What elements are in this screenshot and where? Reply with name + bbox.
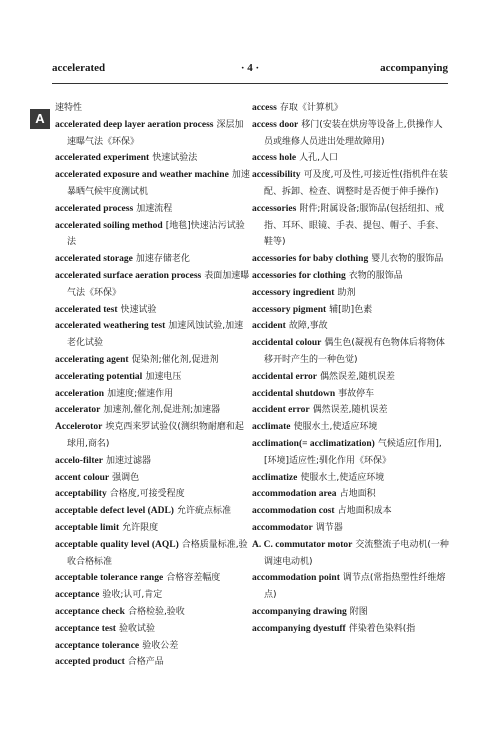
entry-definition: [地毯]快速沾污试验法 xyxy=(67,220,245,248)
entry-definition: 加速存储老化 xyxy=(135,254,190,265)
entry-term: accepted product xyxy=(55,657,125,668)
left-column xyxy=(55,100,252,671)
entry-term: accelerated deep layer aeration process xyxy=(55,119,214,130)
entry-definition: 附图 xyxy=(349,606,368,617)
entry-term: accidental error xyxy=(252,371,317,382)
dictionary-entry xyxy=(252,486,449,503)
entry-definition: 使服水土,使适应环境 xyxy=(293,422,378,433)
dictionary-entry xyxy=(55,218,252,252)
entry-term: accelerated experiment xyxy=(55,153,150,164)
dictionary-entry xyxy=(55,503,252,520)
entry-definition: 偶然误差,随机误差 xyxy=(320,371,395,382)
header-guide-word-left: accelerated xyxy=(52,62,106,74)
entry-definition: 加速过滤器 xyxy=(106,455,152,466)
dictionary-entry xyxy=(252,117,449,151)
entry-term: access door xyxy=(252,119,299,130)
entry-term: accidental colour xyxy=(252,338,322,349)
dictionary-entry xyxy=(55,251,252,268)
entry-definition: 占地面积成本 xyxy=(337,506,392,517)
entry-definition: 合格度,可接受程度 xyxy=(109,489,185,500)
entry-term: accelerator xyxy=(55,405,101,416)
dictionary-entry xyxy=(55,604,252,621)
entry-definition: 深层加速曝气法《环保》 xyxy=(67,119,244,147)
entry-definition: 埃克西来罗试验仪(测织物耐磨和起球用,商名) xyxy=(67,422,244,449)
entry-term: accelerated exposure and weather machine xyxy=(55,170,229,181)
entry-definition: 气候适应[作用],[环境]适应性;驯化作用《环保》 xyxy=(264,438,442,466)
entry-definition: 促染剂;催化剂,促进剂 xyxy=(131,354,219,365)
entry-definition: 占地面积 xyxy=(339,489,376,500)
dictionary-entry xyxy=(252,100,449,117)
entry-definition: 合格产品 xyxy=(127,657,164,668)
entry-definition: 验收公差 xyxy=(142,640,179,651)
dictionary-entry xyxy=(55,369,252,386)
entry-definition: 衣物的服饰品 xyxy=(348,270,403,281)
dictionary-entry xyxy=(252,201,449,251)
entry-term: A. C. commutator motor xyxy=(252,539,353,550)
entry-definition: 婴儿衣物的服饰品 xyxy=(371,254,444,265)
dictionary-entry xyxy=(252,520,449,537)
entry-term: acceptance test xyxy=(55,623,116,634)
dictionary-entry xyxy=(55,520,252,537)
dictionary-entry xyxy=(55,302,252,319)
entry-definition: 加速风蚀试验,加速老化试验 xyxy=(67,321,244,349)
entry-term: accessories for clothing xyxy=(252,270,346,281)
dictionary-entry xyxy=(55,167,252,201)
dictionary-entry xyxy=(252,621,449,638)
dictionary-entry xyxy=(252,537,449,571)
entry-term: accommodation cost xyxy=(252,506,335,517)
entry-definition: 合格容差幅度 xyxy=(166,573,221,584)
dictionary-entry xyxy=(252,251,449,268)
entry-term: acceptable tolerance range xyxy=(55,573,164,584)
entry-term: acceptable quality level (AQL) xyxy=(55,539,179,550)
dictionary-entry xyxy=(55,352,252,369)
entry-term: acclimate xyxy=(252,422,291,433)
entry-definition: 合格检验,验收 xyxy=(127,606,185,617)
entry-term: accessories xyxy=(252,203,297,214)
dictionary-entry xyxy=(252,436,449,470)
section-letter-tab: A xyxy=(30,109,50,129)
dictionary-entry xyxy=(252,285,449,302)
entry-definition: 偶生色(凝视有色物体后将物体移开时产生的一种色觉) xyxy=(264,338,445,365)
entry-definition: 可及度,可及性,可接近性(指机件在装配、拆卸、检查、调整时是否便于伸手操作) xyxy=(264,170,448,197)
entry-term: acceptance xyxy=(55,590,100,601)
entry-term: accelerated surface aeration process xyxy=(55,270,202,281)
entry-term: accelerated weathering test xyxy=(55,321,166,332)
entry-term: accident xyxy=(252,321,286,332)
entry-term: acceptance check xyxy=(55,606,125,617)
dictionary-entry xyxy=(55,654,252,671)
entry-term: accelerated soiling method xyxy=(55,220,163,231)
entry-term: accelerated storage xyxy=(55,254,133,265)
entry-term: accessories for baby clothing xyxy=(252,254,369,265)
dictionary-entry xyxy=(55,100,252,117)
entry-definition: 移门(安装在烘房等设备上,供操作人员或维修人员进出处理故障用) xyxy=(264,119,443,147)
entry-definition: 速特性 xyxy=(55,103,83,113)
dictionary-entry xyxy=(252,167,449,201)
entry-term: accompanying dyestuff xyxy=(252,623,346,634)
entry-definition: 合格质量标准,验收合格标准 xyxy=(67,539,248,567)
entry-definition: 人孔,人口 xyxy=(299,153,338,164)
entry-definition: 存取《计算机》 xyxy=(279,103,343,113)
entry-definition: 加速电压 xyxy=(145,371,182,382)
dictionary-entry xyxy=(252,604,449,621)
dictionary-entry xyxy=(55,150,252,167)
entry-term: acceptability xyxy=(55,489,107,500)
entry-term: accident error xyxy=(252,405,310,416)
entry-definition: 强调色 xyxy=(112,472,140,483)
dictionary-entry xyxy=(55,537,252,571)
entry-definition: 调节器 xyxy=(315,522,343,533)
dictionary-entry xyxy=(252,302,449,319)
entry-term: acclimation(= acclimatization) xyxy=(252,438,375,449)
header-rule xyxy=(52,83,448,84)
entry-definition: 助剂 xyxy=(337,287,356,298)
entry-definition: 调节点(常指热塑性纤维熔点) xyxy=(264,573,446,601)
dictionary-entry xyxy=(252,268,449,285)
dictionary-entry xyxy=(55,470,252,487)
entry-definition: 允许疵点标准 xyxy=(177,506,232,517)
dictionary-entry xyxy=(55,419,252,453)
dictionary-entry xyxy=(55,621,252,638)
entry-term: accessory ingredient xyxy=(252,287,335,298)
dictionary-entry xyxy=(252,386,449,403)
entry-definition: 验收;认可,肯定 xyxy=(102,590,163,601)
entry-term: accelo-filter xyxy=(55,455,103,466)
entry-definition: 验收试验 xyxy=(118,623,155,634)
dictionary-entry xyxy=(252,150,449,167)
entry-definition: 故障,事故 xyxy=(288,321,328,332)
entry-term: accelerated test xyxy=(55,304,118,315)
entry-definition: 伴染着色染料(指 xyxy=(348,623,416,634)
entry-term: acceleration xyxy=(55,388,105,399)
entry-term: acceptance tolerance xyxy=(55,640,140,651)
entry-term: acceptable defect level (ADL) xyxy=(55,506,174,517)
entry-definition: 加速剂,催化剂,促进剂;加速器 xyxy=(103,405,221,416)
entry-term: accompanying drawing xyxy=(252,606,347,617)
entry-definition: 加速流程 xyxy=(136,203,173,214)
entry-definition: 使服水土,使适应环境 xyxy=(300,472,385,483)
dictionary-entry xyxy=(55,117,252,151)
dictionary-entry xyxy=(55,318,252,352)
entry-definition: 加速暴晒气候牢度测试机 xyxy=(67,170,250,197)
dictionary-entry xyxy=(252,402,449,419)
entry-term: accelerating potential xyxy=(55,371,143,382)
entry-term: accommodation point xyxy=(252,573,340,584)
dictionary-entry xyxy=(252,419,449,436)
dictionary-entry xyxy=(55,587,252,604)
entry-definition: 表面加速曝气法《环保》 xyxy=(67,270,250,298)
entry-definition: 事故停车 xyxy=(338,388,375,399)
dictionary-entry xyxy=(55,638,252,655)
entry-term: accommodator xyxy=(252,522,313,533)
dictionary-entry xyxy=(252,470,449,487)
dictionary-entry xyxy=(55,486,252,503)
entry-definition: 快速试验法 xyxy=(152,153,198,164)
entry-term: access hole xyxy=(252,153,297,164)
entry-term: accessibility xyxy=(252,170,301,181)
dictionary-entry xyxy=(252,335,449,369)
page-header xyxy=(52,62,448,78)
dictionary-entry xyxy=(252,318,449,335)
entry-term: accessory pigment xyxy=(252,304,327,315)
entry-definition: 辅[助]色素 xyxy=(329,304,373,315)
entry-definition: 交流整流子电动机(一种调速电动机) xyxy=(264,539,449,567)
dictionary-entry xyxy=(55,386,252,403)
entry-definition: 偶然误差,随机误差 xyxy=(312,405,388,416)
entry-term: Accelerotor xyxy=(55,422,103,433)
entry-term: access xyxy=(252,103,277,113)
entry-term: accommodation area xyxy=(252,489,337,500)
entry-term: accelerating agent xyxy=(55,354,129,365)
entry-term: accent colour xyxy=(55,472,110,483)
right-column xyxy=(252,100,449,638)
dictionary-entry xyxy=(55,402,252,419)
dictionary-entry xyxy=(252,503,449,520)
dictionary-entry xyxy=(252,570,449,604)
entry-term: accidental shutdown xyxy=(252,388,336,399)
page-number: · 4 · xyxy=(240,62,260,74)
dictionary-entry xyxy=(55,201,252,218)
entry-definition: 允许限度 xyxy=(122,522,159,533)
entry-definition: 附件;附属设备;服饰品(包括纽扣、戒指、耳环、眼镜、手表、提包、帽子、手套、鞋等) xyxy=(264,203,445,248)
entry-definition: 快速试验 xyxy=(120,304,157,315)
entry-definition: 加速度;催速作用 xyxy=(107,388,174,399)
entry-term: acclimatize xyxy=(252,472,298,483)
dictionary-entry xyxy=(55,453,252,470)
entry-term: accelerated process xyxy=(55,203,134,214)
entry-term: acceptable limit xyxy=(55,522,120,533)
dictionary-entry xyxy=(55,268,252,302)
header-guide-word-right: accompanying xyxy=(380,62,448,74)
dictionary-entry xyxy=(252,369,449,386)
dictionary-entry xyxy=(55,570,252,587)
